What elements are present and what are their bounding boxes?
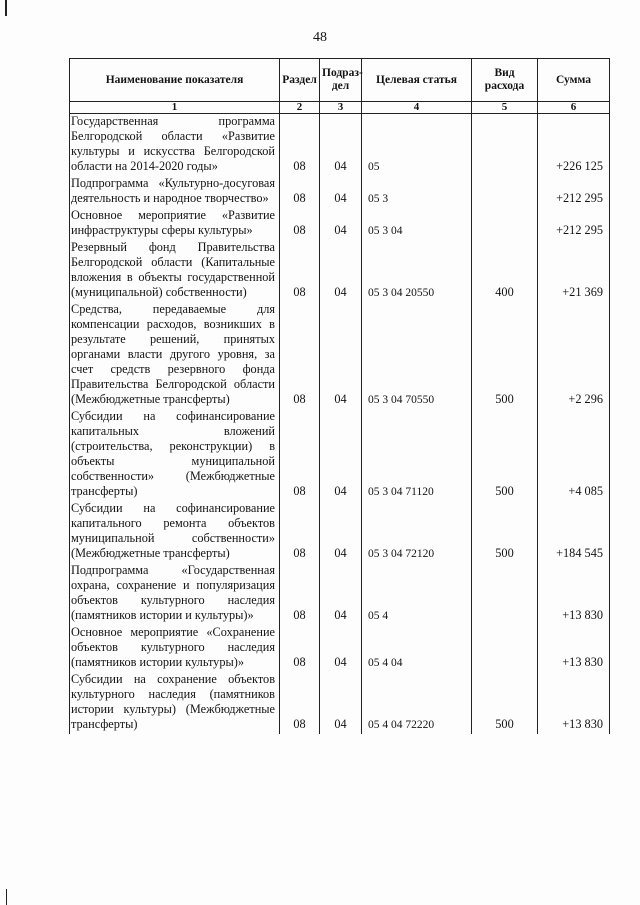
row-name: Резервный фонд Правительства Белгородской области (Капитальные вложения в объекты государственной (муниципальной) собственности): [70, 240, 280, 302]
header-expense-type: Вид расхода: [472, 59, 538, 102]
row-target-article: 05 3 04: [362, 208, 472, 240]
row-section: 08: [280, 114, 320, 177]
row-name: Субсидии на софинансирование капитальных вложений (строительства, реконструкции) в объекты муниципальной собственности» (Межбюджетные трансферты): [70, 409, 280, 501]
row-section: 08: [280, 501, 320, 563]
row-subsection: 04: [320, 176, 362, 208]
row-amount: +13 830: [538, 672, 610, 734]
row-section: 08: [280, 672, 320, 734]
row-expense-type: [472, 176, 538, 208]
row-name: Подпрограмма «Государственная охрана, сохранение и популяризация объектов культурного наследия (памятников истории и культуры)»: [70, 563, 280, 625]
row-subsection: 04: [320, 208, 362, 240]
row-name: Основное мероприятие «Развитие инфраструктуры сферы культуры»: [70, 208, 280, 240]
column-number: 2: [280, 102, 320, 114]
table-row: [70, 625, 610, 672]
row-section: 08: [280, 208, 320, 240]
table-row: [70, 501, 610, 563]
table-header-row: [70, 59, 610, 102]
row-amount: +21 369: [538, 240, 610, 302]
row-expense-type: [472, 114, 538, 177]
row-expense-type: 500: [472, 409, 538, 501]
row-subsection: 04: [320, 625, 362, 672]
row-amount: +212 295: [538, 208, 610, 240]
budget-table: [69, 58, 610, 734]
row-target-article: 05 3 04 71120: [362, 409, 472, 501]
table-row: [70, 240, 610, 302]
row-name: Основное мероприятие «Сохранение объектов культурного наследия (памятников истории культуры)»: [70, 625, 280, 672]
row-expense-type: [472, 625, 538, 672]
row-name: Субсидии на софинансирование капитального ремонта объектов муниципальной собственности» (Межбюджетные трансферты): [70, 501, 280, 563]
row-expense-type: 500: [472, 501, 538, 563]
row-target-article: 05 3 04 70550: [362, 302, 472, 409]
row-section: 08: [280, 302, 320, 409]
column-number: 1: [70, 102, 280, 114]
row-target-article: 05 4: [362, 563, 472, 625]
row-expense-type: 500: [472, 672, 538, 734]
row-target-article: 05: [362, 114, 472, 177]
row-amount: +184 545: [538, 501, 610, 563]
row-subsection: 04: [320, 240, 362, 302]
row-expense-type: [472, 208, 538, 240]
column-number: 5: [472, 102, 538, 114]
row-target-article: 05 3 04 20550: [362, 240, 472, 302]
header-subsection: Подраз-дел: [320, 59, 362, 102]
table-row: [70, 208, 610, 240]
header-amount: Сумма: [538, 59, 610, 102]
column-number: 6: [538, 102, 610, 114]
table-row: [70, 114, 610, 177]
table-row: [70, 302, 610, 409]
page-number: 48: [313, 30, 327, 45]
header-name: Наименование показателя: [70, 59, 280, 102]
row-section: 08: [280, 625, 320, 672]
row-subsection: 04: [320, 501, 362, 563]
row-expense-type: 500: [472, 302, 538, 409]
row-name: Подпрограмма «Культурно-досуговая деятельность и народное творчество»: [70, 176, 280, 208]
table-row: [70, 176, 610, 208]
row-section: 08: [280, 176, 320, 208]
column-number: 4: [362, 102, 472, 114]
column-number: 3: [320, 102, 362, 114]
row-target-article: 05 4 04: [362, 625, 472, 672]
row-target-article: 05 3 04 72120: [362, 501, 472, 563]
row-subsection: 04: [320, 302, 362, 409]
row-name: Государственная программа Белгородской области «Развитие культуры и искусства Белгородской области на 2014-2020 годы»: [70, 114, 280, 177]
row-section: 08: [280, 240, 320, 302]
row-amount: +226 125: [538, 114, 610, 177]
row-subsection: 04: [320, 672, 362, 734]
scan-edge-mark: [5, 0, 7, 16]
row-section: 08: [280, 563, 320, 625]
header-section: Раздел: [280, 59, 320, 102]
row-name: Субсидии на сохранение объектов культурного наследия (памятников истории культуры) (Межбюджетные трансферты): [70, 672, 280, 734]
row-expense-type: [472, 563, 538, 625]
row-subsection: 04: [320, 563, 362, 625]
row-amount: +2 296: [538, 302, 610, 409]
column-number-row: [70, 102, 610, 114]
row-target-article: 05 4 04 72220: [362, 672, 472, 734]
row-name: Средства, передаваемые для компенсации расходов, возникших в результате решений, принятых органами власти другого уровня, за счет средств резервного фонда Правительства Белгородской области (Межбюджетные трансферты): [70, 302, 280, 409]
row-target-article: 05 3: [362, 176, 472, 208]
row-amount: +13 830: [538, 563, 610, 625]
row-amount: +212 295: [538, 176, 610, 208]
row-subsection: 04: [320, 409, 362, 501]
scan-edge-mark: [6, 889, 7, 905]
row-section: 08: [280, 409, 320, 501]
table-row: [70, 563, 610, 625]
header-target-article: Целевая статья: [362, 59, 472, 102]
row-subsection: 04: [320, 114, 362, 177]
row-amount: +13 830: [538, 625, 610, 672]
row-amount: +4 085: [538, 409, 610, 501]
table-row: [70, 672, 610, 734]
table-row: [70, 409, 610, 501]
row-expense-type: 400: [472, 240, 538, 302]
